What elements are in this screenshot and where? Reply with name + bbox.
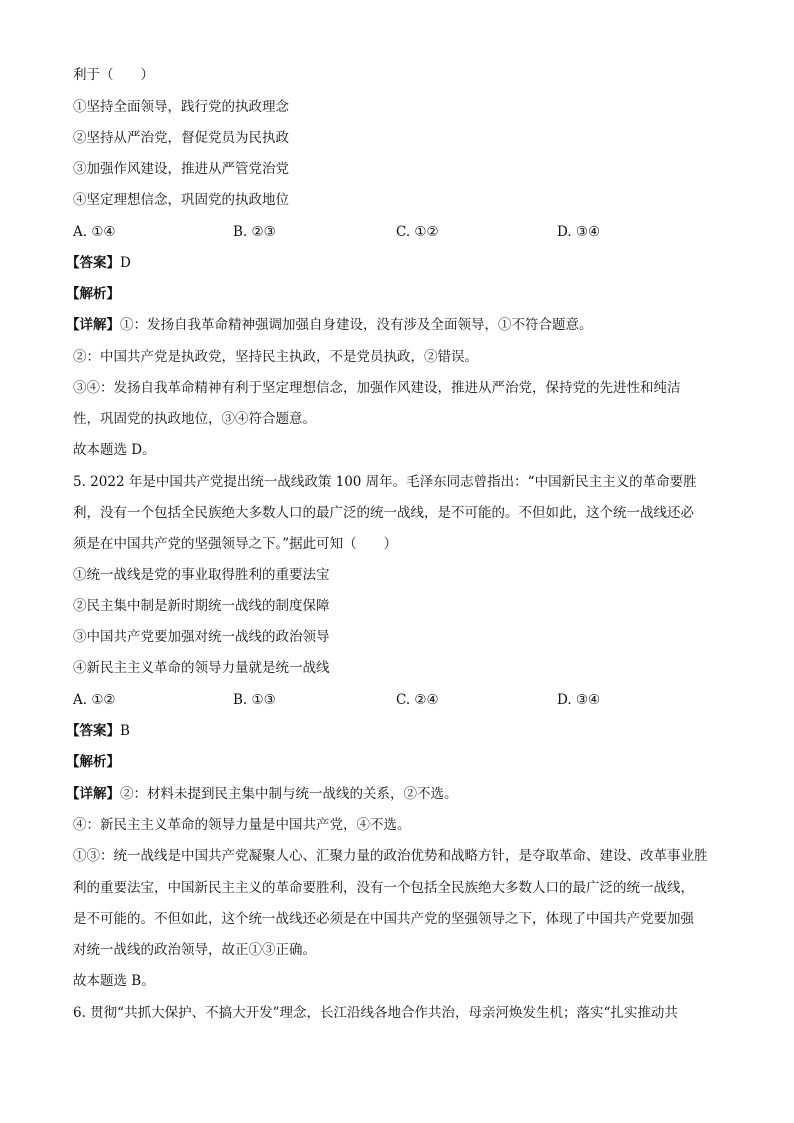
answer-value: B xyxy=(120,723,130,739)
q4-analysis-tag: 【解析】 xyxy=(66,286,120,302)
q6-stem-line-1: 6. 贯彻“共抓大保护、不搞大开发”理念，长江沿线各地合作共治，母亲河焕发生机；落实“扎实推动共 xyxy=(73,1005,678,1021)
q4-item-1: ①坚持全面领导，践行党的执政理念 xyxy=(73,99,289,115)
q5-option-a: A. ①② xyxy=(73,692,116,708)
q4-conclusion: 故本题选 D。 xyxy=(73,442,156,458)
q4-option-a: A. ①④ xyxy=(73,224,116,240)
q5-detail-line-1: 【详解】②：材料未提到民主集中制与统一战线的关系，②不选。 xyxy=(66,786,458,802)
q5-stem-line-2: 利，没有一个包括全民族绝大多数人口的最广泛的统一战线，是不可能的。不但如此，这个统一战线还必 xyxy=(73,505,694,521)
q5-option-c: C. ②④ xyxy=(396,692,439,708)
detail-tag: 【详解】 xyxy=(66,786,120,802)
q5-detail-line-5: 是不可能的。不但如此，这个统一战线还必须是在中国共产党的坚强领导之下，体现了中国共产党要加强 xyxy=(73,911,694,927)
q4-detail-line-3: ③④：发扬自我革命精神有利于坚定理想信念，加强作风建设，推进从严治党，保持党的先进性和纯洁 xyxy=(73,380,681,396)
q4-item-3: ③加强作风建设，推进从严管党治党 xyxy=(73,161,289,177)
q5-item-4: ④新民主主义革命的领导力量就是统一战线 xyxy=(73,660,330,676)
q5-detail-line-2: ④：新民主主义革命的领导力量是中国共产党，④不选。 xyxy=(73,817,411,833)
q4-option-b: B. ②③ xyxy=(233,224,276,240)
q5-conclusion: 故本题选 B。 xyxy=(73,973,155,989)
q5-analysis-tag: 【解析】 xyxy=(66,754,120,770)
q5-item-3: ③中国共产党要加强对统一战线的政治领导 xyxy=(73,629,330,645)
q4-stem-tail: 利于（ ） xyxy=(73,67,154,83)
q5-stem-line-3: 须是在中国共产党的坚强领导之下。”据此可知（ ） xyxy=(73,536,398,552)
q4-detail-line-1: 【详解】①：发扬自我革命精神强调加强自身建设，没有涉及全面领导，①不符合题意。 xyxy=(66,317,593,333)
q5-item-1: ①统一战线是党的事业取得胜利的重要法宝 xyxy=(73,567,330,583)
detail-tag: 【详解】 xyxy=(66,317,120,333)
q4-detail-line-4: 性，巩固党的执政地位，③④符合题意。 xyxy=(73,411,316,427)
q5-option-d: D. ③④ xyxy=(557,692,601,708)
answer-tag: 【答案】 xyxy=(66,255,120,271)
q5-stem-line-1: 5. 2022 年是中国共产党提出统一战线政策 100 周年。毛泽东同志曾指出：“中国新民主主义的革命要胜 xyxy=(73,474,697,490)
q4-item-2: ②坚持从严治党，督促党员为民执政 xyxy=(73,130,289,146)
q4-option-c: C. ①② xyxy=(396,224,439,240)
q5-answer-line xyxy=(66,722,130,740)
q4-item-4: ④坚定理想信念，巩固党的执政地位 xyxy=(73,192,289,208)
q5-detail-line-4: 利的重要法宝，中国新民主主义的革命要胜利，没有一个包括全民族绝大多数人口的最广泛的统一战线， xyxy=(73,880,694,896)
q5-detail-line-3: ①③：统一战线是中国共产党凝聚人心、汇聚力量的政治优势和战略方针，是夺取革命、建设、改革事业胜 xyxy=(73,848,708,864)
answer-tag: 【答案】 xyxy=(66,723,120,739)
q4-option-d: D. ③④ xyxy=(557,224,601,240)
q5-item-2: ②民主集中制是新时期统一战线的制度保障 xyxy=(73,598,330,614)
q5-detail-line-6: 对统一战线的政治领导，故正①③正确。 xyxy=(73,942,316,958)
q5-option-b: B. ①③ xyxy=(233,692,276,708)
q4-answer-line xyxy=(66,254,131,272)
answer-value: D xyxy=(120,255,131,271)
q4-detail-line-2: ②：中国共产党是执政党，坚持民主执政，不是党员执政，②错误。 xyxy=(73,349,478,365)
